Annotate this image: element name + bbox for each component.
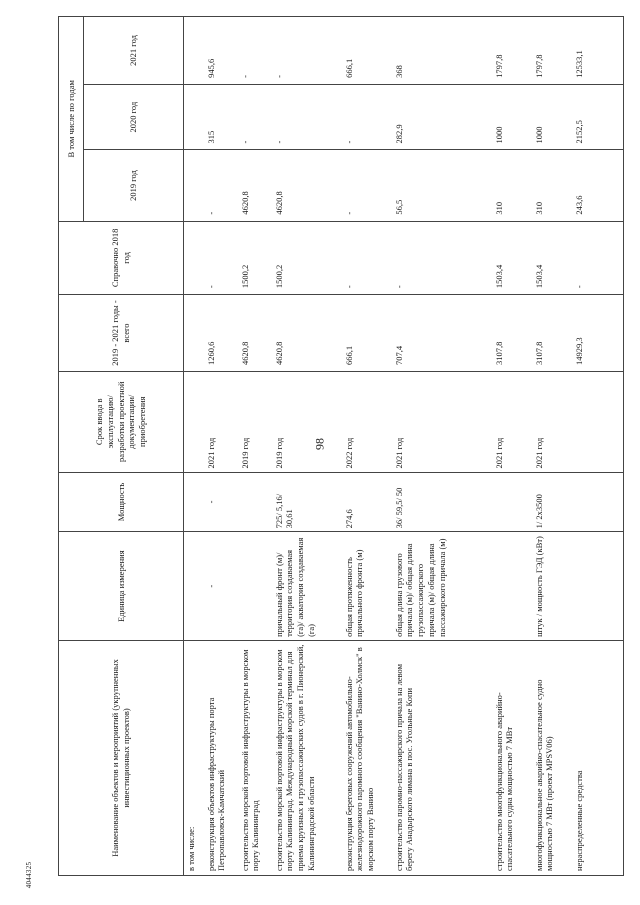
cell-2021 bbox=[184, 17, 204, 85]
cell-name: в том числе: bbox=[184, 640, 204, 875]
cell-name: строительство морской портовой инфраструктуры в морском порту Калининград bbox=[238, 640, 272, 875]
cell-2019: 243,6 bbox=[572, 150, 624, 221]
cell-ref-2018: 1500,2 bbox=[272, 221, 342, 294]
cell-2021: 1797,8 bbox=[532, 17, 572, 85]
page-number: 98 bbox=[312, 438, 327, 450]
cell-ref-2018: - bbox=[392, 221, 492, 294]
cell-2021: - bbox=[238, 17, 272, 85]
investment-projects-table bbox=[58, 16, 624, 876]
header-by-years: В том числе по годам bbox=[59, 17, 84, 222]
cell-name: строительство многофункционального аварийно-спасательного судна мощностью 7 МВт bbox=[492, 640, 532, 875]
cell-total: 4620,8 bbox=[272, 295, 342, 372]
cell-capacity bbox=[492, 472, 532, 532]
cell-2019: - bbox=[342, 150, 392, 221]
cell-2021: - bbox=[272, 17, 342, 85]
cell-total: 666,1 bbox=[342, 295, 392, 372]
cell-capacity: 725/ 5,16/ 30,61 bbox=[272, 472, 342, 532]
cell-2020: 282,9 bbox=[392, 84, 492, 150]
cell-term: 2021 год bbox=[532, 371, 572, 472]
cell-term: 2021 год bbox=[204, 371, 238, 472]
cell-term: 2021 год bbox=[392, 371, 492, 472]
cell-capacity: - bbox=[204, 472, 238, 532]
cell-ref-2018 bbox=[184, 221, 204, 294]
cell-total: 14929,3 bbox=[572, 295, 624, 372]
header-name: Наименование объектов и мероприятий (укрупненных инвестиционных проектов) bbox=[59, 640, 184, 875]
cell-2020 bbox=[184, 84, 204, 150]
cell-term: 2019 год bbox=[238, 371, 272, 472]
cell-name: строительство паромно-пассажирского причала на левом берегу Анадырского лимана в пос. Угольные Копи bbox=[392, 640, 492, 875]
header-year-2020: 2020 год bbox=[84, 84, 184, 150]
table-row bbox=[492, 17, 532, 876]
cell-capacity bbox=[238, 472, 272, 532]
header-year-2021: 2021 год bbox=[84, 17, 184, 85]
cell-name: строительство морской портовой инфраструктуры в морском порту Калининград. Международный морской терминал для приема круизных и грузопассажирских судов в г. Пионерский, Калининградской области bbox=[272, 640, 342, 875]
header-year-2019: 2019 год bbox=[84, 150, 184, 221]
table-row bbox=[184, 17, 204, 876]
cell-ref-2018: - bbox=[572, 221, 624, 294]
cell-term bbox=[184, 371, 204, 472]
table-row bbox=[238, 17, 272, 876]
rotated-table-wrapper bbox=[58, 16, 618, 876]
cell-unit: общая длина грузового причала (м)/ общая длина грузопассажирского причала (м)/ общая длина пассажирского причала (м) bbox=[392, 532, 492, 641]
cell-2019: 310 bbox=[492, 150, 532, 221]
cell-name: реконструкция объектов инфраструктуры порта Петропавловск-Камчатский bbox=[204, 640, 238, 875]
document-code: 4044325 bbox=[25, 861, 33, 889]
header-term: Срок ввода в эксплуатацию/ разработки проектной документации/ приобретения bbox=[59, 371, 184, 472]
cell-unit: причальный фронт (м)/ территория создаваемая (га)/ акватория создаваемая (га) bbox=[272, 532, 342, 641]
cell-2021: 1797,8 bbox=[492, 17, 532, 85]
cell-total: 3107,8 bbox=[492, 295, 532, 372]
table-row bbox=[572, 17, 624, 876]
cell-total: 4620,8 bbox=[238, 295, 272, 372]
cell-name: многофункциональное аварийно-спасательное судно мощностью 7 МВт (проект MPSV06) bbox=[532, 640, 572, 875]
cell-2020: 1000 bbox=[532, 84, 572, 150]
cell-name: реконструкция береговых сооружений автомобильно-железнодорожного паромного сообщения "Ванино-Холмск" в морском порту Ванино bbox=[342, 640, 392, 875]
cell-2020: - bbox=[342, 84, 392, 150]
header-total: 2019 - 2021 годы - всего bbox=[59, 295, 184, 372]
table-row bbox=[392, 17, 492, 876]
cell-2019: 4620,8 bbox=[238, 150, 272, 221]
cell-capacity: 36/ 59,5/ 50 bbox=[392, 472, 492, 532]
cell-2019: 56,5 bbox=[392, 150, 492, 221]
table-row bbox=[532, 17, 572, 876]
cell-2019 bbox=[184, 150, 204, 221]
cell-unit bbox=[572, 532, 624, 641]
cell-2019: 310 bbox=[532, 150, 572, 221]
cell-unit bbox=[492, 532, 532, 641]
cell-ref-2018: 1503,4 bbox=[532, 221, 572, 294]
cell-2021: 12533,1 bbox=[572, 17, 624, 85]
header-unit: Единица измерения bbox=[59, 532, 184, 641]
cell-total: 3107,8 bbox=[532, 295, 572, 372]
cell-2019: 4620,8 bbox=[272, 150, 342, 221]
table-row bbox=[204, 17, 238, 876]
cell-2020: 2152,5 bbox=[572, 84, 624, 150]
cell-2021: 666,1 bbox=[342, 17, 392, 85]
cell-2021: 945,6 bbox=[204, 17, 238, 85]
header-ref-2018: Справочно 2018 год bbox=[59, 221, 184, 294]
cell-total bbox=[184, 295, 204, 372]
cell-capacity: 1/ 2х3500 bbox=[532, 472, 572, 532]
cell-ref-2018: 1500,2 bbox=[238, 221, 272, 294]
cell-term: 2022 год bbox=[342, 371, 392, 472]
cell-total: 1260,6 bbox=[204, 295, 238, 372]
cell-unit bbox=[184, 532, 204, 641]
cell-2019: - bbox=[204, 150, 238, 221]
table-row bbox=[272, 17, 342, 876]
cell-term: 2021 год bbox=[492, 371, 532, 472]
cell-2020: - bbox=[272, 84, 342, 150]
cell-ref-2018: 1503,4 bbox=[492, 221, 532, 294]
cell-total: 707,4 bbox=[392, 295, 492, 372]
table-row bbox=[342, 17, 392, 876]
cell-term: 2019 год bbox=[272, 371, 342, 472]
cell-2020: 315 bbox=[204, 84, 238, 150]
cell-unit bbox=[238, 532, 272, 641]
cell-2021: 368 bbox=[392, 17, 492, 85]
cell-ref-2018: - bbox=[342, 221, 392, 294]
cell-capacity: 274,6 bbox=[342, 472, 392, 532]
cell-2020: - bbox=[238, 84, 272, 150]
cell-unit: общая протяженность причального фронта (м) bbox=[342, 532, 392, 641]
cell-ref-2018: - bbox=[204, 221, 238, 294]
cell-2020: 1000 bbox=[492, 84, 532, 150]
cell-unit: штук / мощность ГЭД (кВт) bbox=[532, 532, 572, 641]
cell-unit: - bbox=[204, 532, 238, 641]
cell-term bbox=[572, 371, 624, 472]
cell-name: нераспределенные средства bbox=[572, 640, 624, 875]
cell-capacity bbox=[184, 472, 204, 532]
cell-capacity bbox=[572, 472, 624, 532]
header-capacity: Мощность bbox=[59, 472, 184, 532]
